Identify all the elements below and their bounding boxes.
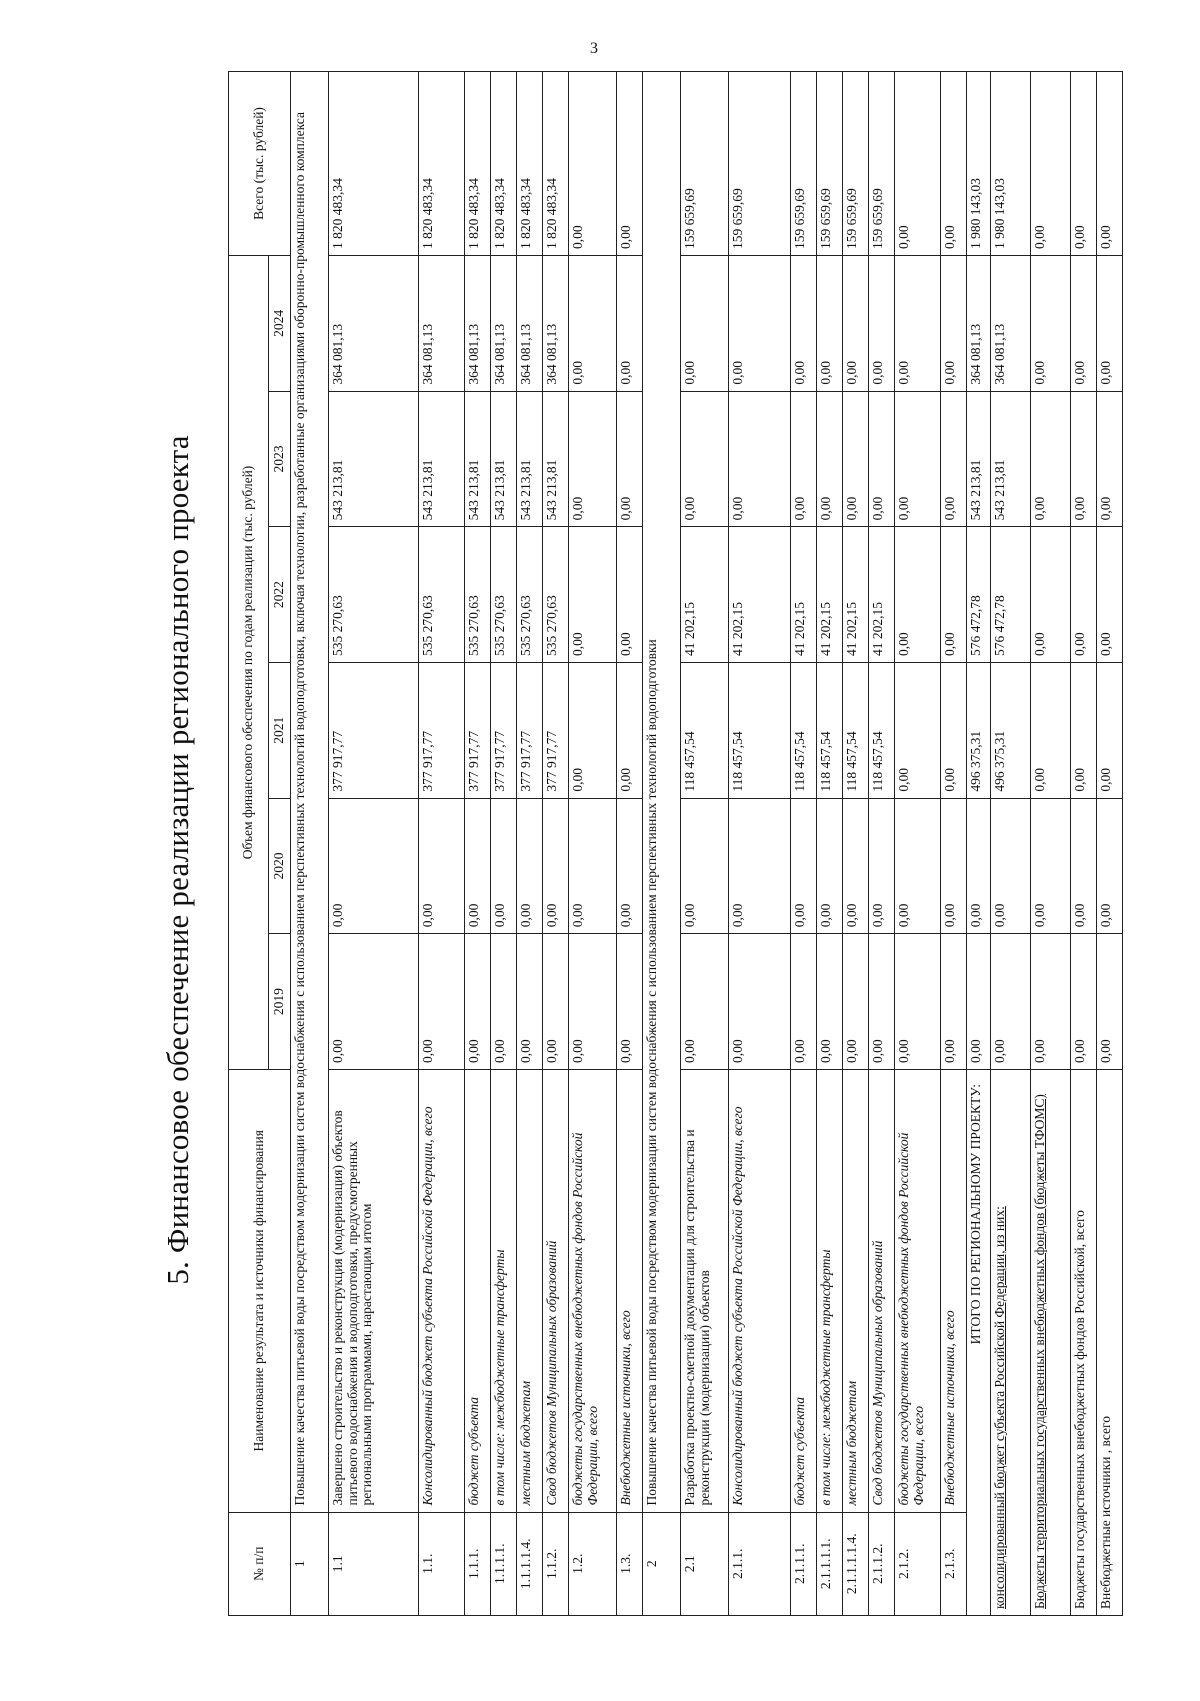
row-value: 41 202,15: [729, 527, 791, 663]
row-name: местным бюджетам: [843, 1069, 869, 1512]
total-value: 0,00: [1097, 527, 1123, 663]
row-value: 0,00: [817, 255, 843, 391]
row-name: Свод бюджетов Муниципальных образований: [869, 1069, 895, 1512]
row-value: 0,00: [941, 934, 967, 1070]
row-value: 0,00: [681, 798, 729, 934]
row-value: 159 659,69: [869, 72, 895, 256]
row-value: 118 457,54: [681, 662, 729, 798]
row-value: 0,00: [517, 934, 543, 1070]
row-num: 2.1.1.1.: [791, 1512, 817, 1615]
row-value: 543 213,81: [543, 391, 569, 527]
row-value: 364 081,13: [419, 255, 465, 391]
total-value: 0,00: [1031, 662, 1071, 798]
rotated-table-wrapper: [228, 71, 1113, 1616]
row-value: 377 917,77: [543, 662, 569, 798]
row-value: 364 081,13: [517, 255, 543, 391]
row-value: 0,00: [491, 798, 517, 934]
row-value: 0,00: [569, 662, 617, 798]
total-value: 543 213,81: [991, 391, 1031, 527]
table-row: [617, 72, 643, 1616]
row-name: Разработка проектно-сметной документации для строительства и реконструкции (модернизации) объектов: [681, 1069, 729, 1512]
row-value: 0,00: [543, 798, 569, 934]
header-year: 2021: [269, 662, 291, 798]
row-value: 543 213,81: [517, 391, 543, 527]
section-row: [291, 72, 329, 1616]
total-row: [991, 72, 1031, 1616]
table-row: [569, 72, 617, 1616]
row-value: 118 457,54: [729, 662, 791, 798]
row-value: 0,00: [817, 391, 843, 527]
row-value: 0,00: [465, 798, 491, 934]
total-row: [1031, 72, 1071, 1616]
row-value: 377 917,77: [419, 662, 465, 798]
row-name: Консолидированный бюджет субъекта Российской Федерации, всего: [419, 1069, 465, 1512]
row-value: 0,00: [791, 391, 817, 527]
row-value: 0,00: [941, 72, 967, 256]
row-num: 2.1.1.1.1.: [817, 1512, 843, 1615]
row-num: 1.3.: [617, 1512, 643, 1615]
row-value: 118 457,54: [869, 662, 895, 798]
row-num: 1.1.1.1.: [491, 1512, 517, 1615]
row-value: 0,00: [895, 934, 941, 1070]
header-num: № п/п: [229, 1512, 291, 1615]
row-value: 159 659,69: [681, 72, 729, 256]
row-name: бюджеты государственных внебюджетных фондов Российской Федерации, всего: [569, 1069, 617, 1512]
row-value: 535 270,63: [465, 527, 491, 663]
row-value: 0,00: [895, 662, 941, 798]
section-num: 2: [643, 1512, 681, 1615]
row-name: бюджет субъекта: [465, 1069, 491, 1512]
table-row: [517, 72, 543, 1616]
row-value: 0,00: [329, 798, 419, 934]
total-value: 0,00: [1031, 527, 1071, 663]
total-name: Бюджеты территориальных государственных внебюджетных фондов (бюджеты ТФОМС): [1031, 1069, 1071, 1615]
total-row: [1097, 72, 1123, 1616]
row-value: 0,00: [681, 934, 729, 1070]
row-value: 0,00: [569, 527, 617, 663]
total-row: [967, 72, 991, 1616]
row-value: 0,00: [895, 391, 941, 527]
row-value: 0,00: [791, 798, 817, 934]
row-value: 0,00: [843, 391, 869, 527]
table-row: [843, 72, 869, 1616]
table-row: [681, 72, 729, 1616]
total-value: 364 081,13: [967, 255, 991, 391]
row-num: 2.1.1.1.1.4.: [843, 1512, 869, 1615]
row-value: 0,00: [419, 798, 465, 934]
row-num: 2.1: [681, 1512, 729, 1615]
row-value: 0,00: [329, 934, 419, 1070]
row-value: 1 820 483,34: [419, 72, 465, 256]
total-name: консолидированный бюджет субъекта Российской Федерации, из них:: [991, 1069, 1031, 1615]
row-name: бюджеты государственных внебюджетных фондов Российской Федерации, всего: [895, 1069, 941, 1512]
total-value: 0,00: [1071, 662, 1097, 798]
table-row: [465, 72, 491, 1616]
total-value: 0,00: [1097, 934, 1123, 1070]
row-value: 0,00: [569, 934, 617, 1070]
total-value: 1 980 143,03: [967, 72, 991, 256]
row-value: 377 917,77: [329, 662, 419, 798]
row-value: 0,00: [869, 255, 895, 391]
row-name: Внебюджетные источники, всего: [941, 1069, 967, 1512]
row-value: 1 820 483,34: [517, 72, 543, 256]
row-value: 0,00: [729, 391, 791, 527]
row-value: 0,00: [569, 391, 617, 527]
total-value: 0,00: [1071, 391, 1097, 527]
row-value: 0,00: [729, 934, 791, 1070]
table-row: [419, 72, 465, 1616]
row-value: 0,00: [681, 255, 729, 391]
row-name: Консолидированный бюджет субъекта Российской Федерации, всего: [729, 1069, 791, 1512]
row-value: 0,00: [941, 255, 967, 391]
row-value: 364 081,13: [465, 255, 491, 391]
row-value: 0,00: [869, 798, 895, 934]
row-value: 0,00: [569, 255, 617, 391]
total-value: 0,00: [991, 798, 1031, 934]
row-name: в том числе: межбюджетные трансферты: [817, 1069, 843, 1512]
row-value: 159 659,69: [843, 72, 869, 256]
total-value: 496 375,31: [967, 662, 991, 798]
row-value: 0,00: [941, 391, 967, 527]
row-name: в том числе: межбюджетные трансферты: [491, 1069, 517, 1512]
page-title: [160, 435, 195, 1285]
row-value: 364 081,13: [491, 255, 517, 391]
table-row: [895, 72, 941, 1616]
table-row: [941, 72, 967, 1616]
row-value: 0,00: [869, 391, 895, 527]
total-value: 0,00: [1071, 798, 1097, 934]
section-num: 1: [291, 1512, 329, 1615]
header-total: Всего (тыс. рублей): [229, 72, 291, 256]
row-value: 0,00: [895, 527, 941, 663]
table-row: [791, 72, 817, 1616]
row-value: 0,00: [895, 72, 941, 256]
row-value: 364 081,13: [543, 255, 569, 391]
row-value: 41 202,15: [869, 527, 895, 663]
row-num: 1.1.2.: [543, 1512, 569, 1615]
row-value: 159 659,69: [791, 72, 817, 256]
total-name: ИТОГО ПО РЕГИОНАЛЬНОМУ ПРОЕКТУ:: [967, 1069, 991, 1615]
total-row: [1071, 72, 1097, 1616]
row-value: 0,00: [617, 255, 643, 391]
row-value: 159 659,69: [729, 72, 791, 256]
row-num: 2.1.1.: [729, 1512, 791, 1615]
row-value: 0,00: [843, 798, 869, 934]
row-value: 1 820 483,34: [465, 72, 491, 256]
row-value: 159 659,69: [817, 72, 843, 256]
row-value: 0,00: [517, 798, 543, 934]
row-value: 0,00: [729, 798, 791, 934]
row-value: 1 820 483,34: [491, 72, 517, 256]
row-value: 0,00: [617, 391, 643, 527]
row-value: 377 917,77: [517, 662, 543, 798]
row-value: 0,00: [569, 798, 617, 934]
total-value: 0,00: [967, 798, 991, 934]
row-value: 0,00: [465, 934, 491, 1070]
total-value: 0,00: [1097, 255, 1123, 391]
total-value: 0,00: [1031, 72, 1071, 256]
row-name: Завершено строительство и реконструкция (модернизация) объектов питьевого водоснабжения и водоподготовки, предусмотренных региональными программами, нарастающим итогом: [329, 1069, 419, 1512]
row-name: Внебюджетные источники, всего: [617, 1069, 643, 1512]
table-row: [729, 72, 791, 1616]
row-value: 535 270,63: [419, 527, 465, 663]
row-value: 1 820 483,34: [329, 72, 419, 256]
row-value: 377 917,77: [491, 662, 517, 798]
row-value: 0,00: [791, 934, 817, 1070]
total-value: 0,00: [1097, 72, 1123, 256]
row-num: 2.1.1.2.: [869, 1512, 895, 1615]
total-name: Внебюджетные источники , всего: [1097, 1069, 1123, 1615]
row-name: Свод бюджетов Муниципальных образований: [543, 1069, 569, 1512]
row-value: 377 917,77: [465, 662, 491, 798]
row-num: 1.1.1.: [465, 1512, 491, 1615]
row-value: 0,00: [617, 527, 643, 663]
row-value: 41 202,15: [843, 527, 869, 663]
row-value: 0,00: [617, 798, 643, 934]
total-value: 0,00: [1071, 934, 1097, 1070]
total-value: 0,00: [1031, 934, 1071, 1070]
table-row: [491, 72, 517, 1616]
row-value: 118 457,54: [843, 662, 869, 798]
total-value: 576 472,78: [991, 527, 1031, 663]
header-group: Объем финансового обеспечения по годам реализации (тыс. рублей): [229, 255, 269, 1069]
row-value: 535 270,63: [543, 527, 569, 663]
row-value: 535 270,63: [329, 527, 419, 663]
row-value: 0,00: [617, 72, 643, 256]
total-value: 496 375,31: [991, 662, 1031, 798]
section-row: [643, 72, 681, 1616]
row-value: 41 202,15: [791, 527, 817, 663]
total-value: 0,00: [967, 934, 991, 1070]
row-value: 535 270,63: [491, 527, 517, 663]
row-value: 118 457,54: [817, 662, 843, 798]
row-value: 118 457,54: [791, 662, 817, 798]
header-name: Наименование результата и источники финансирования: [229, 1069, 291, 1512]
row-value: 0,00: [543, 934, 569, 1070]
total-value: 0,00: [1071, 255, 1097, 391]
row-value: 364 081,13: [329, 255, 419, 391]
row-value: 0,00: [729, 255, 791, 391]
section-text: Повышение качества питьевой воды посредством модернизации систем водоснабжения с использованием перспективных технологий водоподготовки: [643, 72, 681, 1513]
row-value: 0,00: [817, 798, 843, 934]
row-num: 2.1.3.: [941, 1512, 967, 1615]
row-value: 0,00: [941, 798, 967, 934]
total-name: Бюджеты государственных внебюджетных фондов Российской, всего: [1071, 1069, 1097, 1615]
total-value: 1 980 143,03: [991, 72, 1031, 256]
row-value: 543 213,81: [329, 391, 419, 527]
row-num: 1.1.: [419, 1512, 465, 1615]
row-value: 0,00: [419, 934, 465, 1070]
row-value: 0,00: [491, 934, 517, 1070]
total-value: 0,00: [1097, 662, 1123, 798]
header-year: 2023: [269, 391, 291, 527]
row-value: 0,00: [843, 255, 869, 391]
row-value: 0,00: [895, 798, 941, 934]
total-value: 0,00: [1031, 798, 1071, 934]
row-value: 0,00: [817, 934, 843, 1070]
table-row: [329, 72, 419, 1616]
row-value: 41 202,15: [681, 527, 729, 663]
row-value: 0,00: [681, 391, 729, 527]
header-year: 2024: [269, 255, 291, 391]
row-value: 41 202,15: [817, 527, 843, 663]
row-value: 0,00: [869, 934, 895, 1070]
header-year: 2022: [269, 527, 291, 663]
total-value: 0,00: [1071, 72, 1097, 256]
row-value: 0,00: [617, 934, 643, 1070]
total-value: 0,00: [1097, 391, 1123, 527]
row-name: местным бюджетам: [517, 1069, 543, 1512]
row-num: 1.1: [329, 1512, 419, 1615]
row-value: 0,00: [941, 527, 967, 663]
header-year: 2019: [269, 934, 291, 1070]
row-num: 1.2.: [569, 1512, 617, 1615]
row-value: 0,00: [895, 255, 941, 391]
total-value: 0,00: [1097, 798, 1123, 934]
header-year: 2020: [269, 798, 291, 934]
row-value: 0,00: [843, 934, 869, 1070]
row-num: 2.1.2.: [895, 1512, 941, 1615]
row-value: 543 213,81: [465, 391, 491, 527]
row-name: бюджет субъекта: [791, 1069, 817, 1512]
row-value: 543 213,81: [419, 391, 465, 527]
total-value: 0,00: [1031, 255, 1071, 391]
table-row: [869, 72, 895, 1616]
row-value: 0,00: [617, 662, 643, 798]
page-number: 3: [590, 40, 598, 57]
total-value: 576 472,78: [967, 527, 991, 663]
total-value: 0,00: [1071, 527, 1097, 663]
table-row: [543, 72, 569, 1616]
row-value: 0,00: [791, 255, 817, 391]
section-text: Повышение качества питьевой воды посредством модернизации систем водоснабжения с использованием перспективных технологий водоподготовки, включая технологии, разработанные организациями оборонно-промышленного комплекса: [291, 72, 329, 1513]
total-value: 543 213,81: [967, 391, 991, 527]
finance-table: [228, 71, 1123, 1616]
row-value: 535 270,63: [517, 527, 543, 663]
row-value: 0,00: [569, 72, 617, 256]
page-title-text: 5. Финансовое обеспечение реализации регионального проекта: [160, 435, 195, 1285]
row-value: 1 820 483,34: [543, 72, 569, 256]
total-value: 0,00: [991, 934, 1031, 1070]
row-value: 543 213,81: [491, 391, 517, 527]
row-value: 0,00: [941, 662, 967, 798]
row-num: 1.1.1.1.4.: [517, 1512, 543, 1615]
table-row: [817, 72, 843, 1616]
total-value: 0,00: [1031, 391, 1071, 527]
total-value: 364 081,13: [991, 255, 1031, 391]
